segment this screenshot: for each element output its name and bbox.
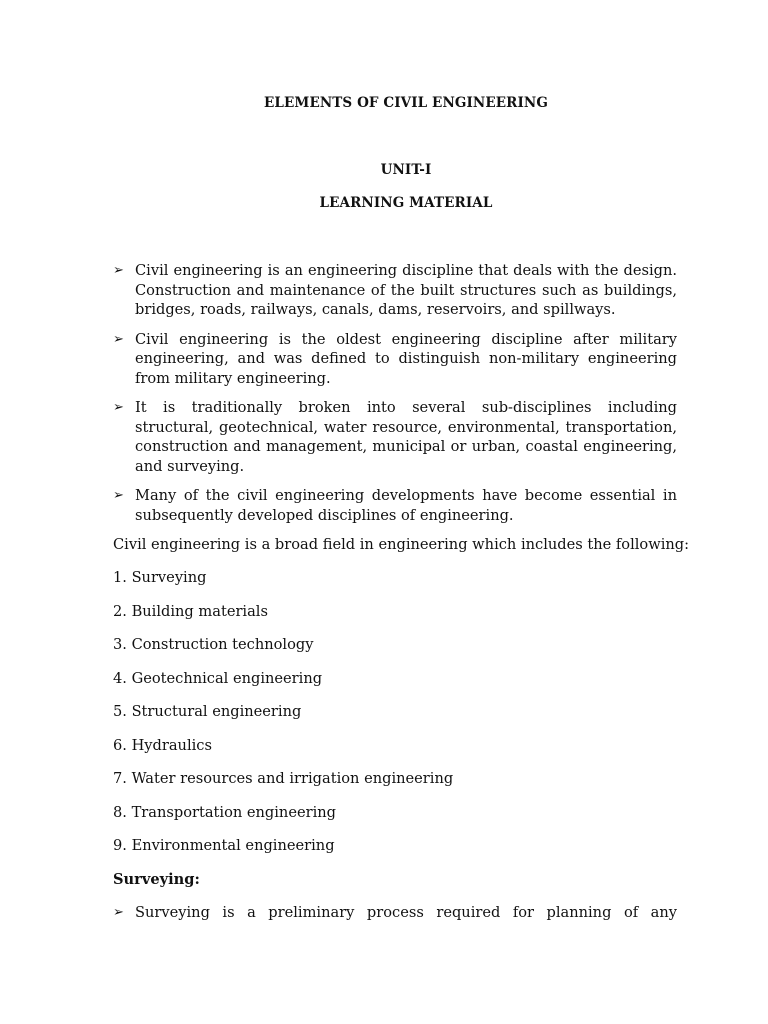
field-list-item: 2. Building materials — [113, 603, 268, 620]
field-list-item: 7. Water resources and irrigation engineering — [113, 770, 454, 787]
bullet-item — [113, 330, 677, 389]
field-list-item: 8. Transportation engineering — [113, 804, 336, 821]
field-list-item: 6. Hydraulics — [113, 737, 212, 754]
field-list-item: 5. Structural engineering — [113, 703, 302, 720]
arrow-bullet-icon: ➢ — [113, 400, 124, 415]
arrow-bullet-icon: ➢ — [113, 331, 124, 347]
bullet-item — [113, 903, 677, 923]
learning-material-heading: LEARNING MATERIAL — [319, 195, 493, 211]
arrow-bullet-icon: ➢ — [113, 488, 124, 503]
bullet-text: Many of the civil engineering developments have become essential in subsequently developed disciplines of engineering. — [135, 487, 677, 524]
bullet-text: Civil engineering is the oldest engineering discipline after military engineering, and was defined to distinguish non-military engineering from military engineering. — [135, 330, 677, 387]
intro-bullet-list — [113, 261, 677, 535]
document-title: ELEMENTS OF CIVIL ENGINEERING — [264, 95, 548, 111]
field-list-item: 4. Geotechnical engineering — [113, 670, 323, 687]
field-list-item: 1. Surveying — [113, 569, 207, 586]
bullet-item — [113, 486, 677, 525]
section-heading: Surveying: — [113, 871, 200, 888]
intro-line: Civil engineering is a broad field in engineering which includes the following: — [113, 536, 690, 553]
field-list-item: 9. Environmental engineering — [113, 837, 335, 854]
field-list-item: 3. Construction technology — [113, 636, 314, 653]
arrow-bullet-icon: ➢ — [113, 263, 124, 278]
arrow-bullet-icon: ➢ — [113, 905, 124, 920]
unit-heading: UNIT-I — [380, 162, 432, 178]
bullet-item — [113, 261, 677, 320]
bullet-text: It is traditionally broken into several sub-disciplines including structural, geotechnical, water resource, environmental, transportation, construction and management, municipal or urban, coastal engineering, and surveying. — [135, 399, 677, 475]
bullet-text: Surveying is a preliminary process required for planning of any — [135, 904, 677, 921]
bullet-item — [113, 398, 677, 476]
bullet-text: Civil engineering is an engineering discipline that deals with the design. Construction and maintenance of the built structures such as buildings, bridges, roads, railways, canals, dams, reservoirs, and spillways. — [135, 262, 677, 318]
